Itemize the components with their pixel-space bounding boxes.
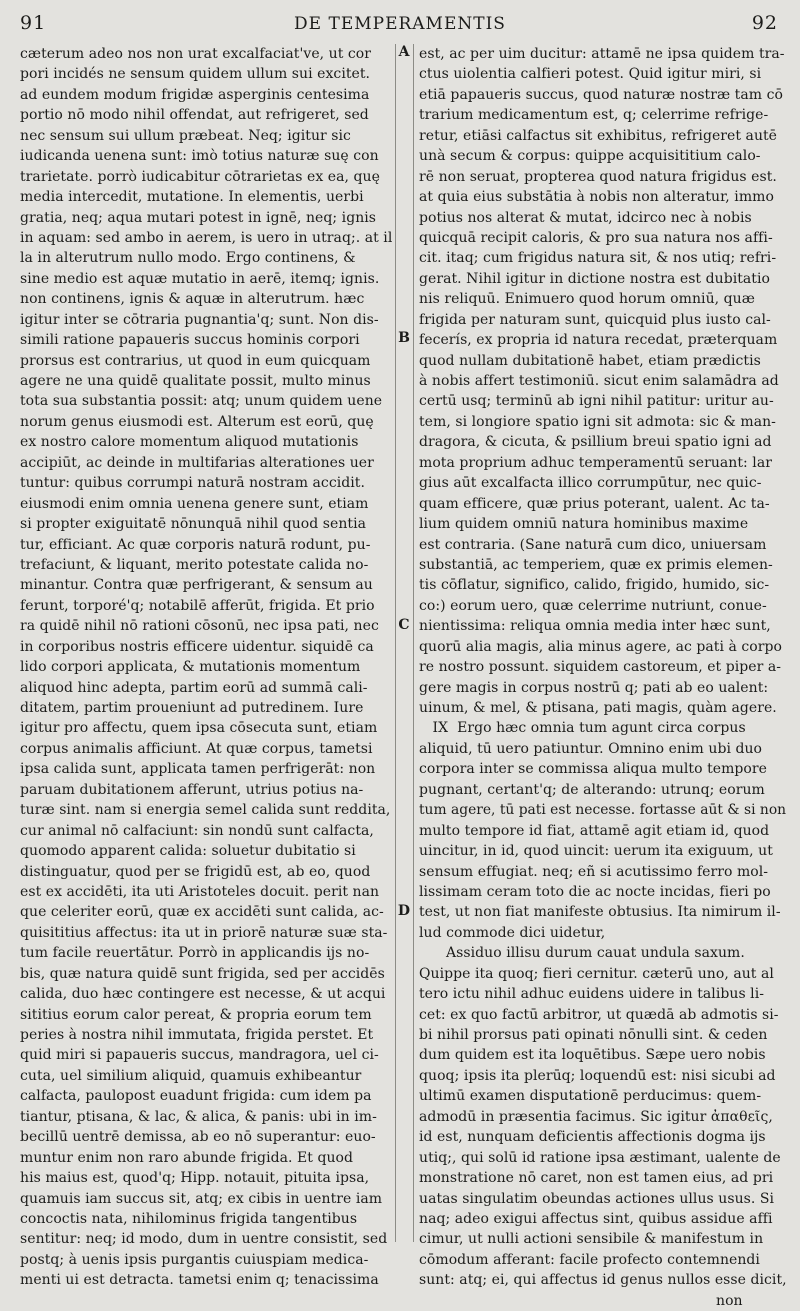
text-line: cur animal nō calfaciunt: sin nondū sunt calfacta,: [20, 822, 374, 839]
left-text-column: [20, 44, 392, 1289]
text-line: test, ut non fiat manifeste obtusius. Ita nimirum il-: [419, 904, 781, 921]
text-line: tero ictu nihil adhuc euidens uidere in talibus li-: [419, 986, 765, 1003]
text-line: peries à nostra nihil immutata, frigida perstet. Et: [20, 1027, 374, 1043]
text-line: lido corpori applicata, & mutationis momentum: [20, 659, 361, 676]
margin-letter-a: A: [398, 44, 410, 60]
text-line: igitur pro affectu, quem ipsa cōsecuta sunt, etiam: [20, 720, 378, 737]
text-line: trarietate. porrò iudicabitur cōtrarietas ex ea, quę: [20, 168, 380, 185]
text-line: quid miri si papaueris succus, mandragora, uel ci-: [20, 1047, 379, 1064]
text-line: tuntur: quibus corrumpi naturā nostram accidit.: [20, 475, 365, 492]
page-number-left: 91: [20, 12, 47, 34]
text-line: menti ui est detracta. tametsi enim q; tenacissima: [20, 1272, 379, 1289]
text-line: naq; adeo exigui affectus sint, quibus assidue affi: [419, 1210, 773, 1227]
text-line: est, ac per uim ducitur: attamē ne ipsa quidem tra-: [419, 46, 785, 62]
text-line: quoq; ipsis ita plerūq; loquendū est: nisi sicubi ad: [419, 1067, 776, 1084]
text-line: concoctis nata, nihilominus frigida tangentibus: [20, 1210, 358, 1227]
text-line: cit. itaq; cum frigidus natura sit, & nos utiq; refri-: [419, 250, 777, 267]
text-line: est ex accidēti, ita uti Aristoteles docuit. perit nan: [20, 883, 380, 900]
text-line: potius nos alterat & mutat, idcirco nec à nobis: [419, 209, 752, 226]
text-line: IX Ergo hæc omnia tum agunt circa corpus: [419, 720, 746, 737]
text-line: eiusmodi enim omnia uenena genere sunt, etiam: [20, 495, 369, 512]
text-line: quam efficere, quæ prius poterant, ualent. Ac ta-: [419, 495, 770, 512]
text-line: prorsus est contrarius, ut quod in eum quicquam: [20, 352, 371, 369]
text-line: uincitur, in id, quod uincit: uerum ita exiguum, ut: [419, 843, 773, 860]
text-line: est contraria. (Sane naturā cum dico, uniuersam: [419, 536, 767, 553]
text-line: substantiā, ac temperiem, quæ ex primis elemen-: [419, 556, 773, 573]
text-line: in corporibus nostris efficere uidentur. siquidē ca: [20, 638, 374, 655]
text-line: gere magis in corpus nostrū q; pati ab eo ualent:: [419, 679, 769, 696]
text-line: gratia, neq; aqua mutari potest in ignē, neq; ignis: [20, 209, 377, 226]
text-line: sunt: atq; ei, qui affectus id genus nullos esse dicit,: [419, 1272, 787, 1289]
text-line: non continens, ignis & aquæ in alterutrum. hæc: [20, 291, 365, 308]
text-line: la in alterutrum nullo modo. Ergo continens, &: [20, 250, 356, 267]
text-line: tis cōflatur, significo, calido, frigido, humido, sic-: [419, 577, 770, 594]
text-line: trefaciunt, & liquant, merito potestate calida no-: [20, 556, 369, 573]
text-line: nec sensum sui ullum præbeat. Neq; igitur sic: [20, 127, 351, 144]
text-line: accipiūt, ac deinde in multifarias alterationes uer: [20, 454, 374, 471]
text-line: paruam dubitationem afferunt, utrius potius na-: [20, 781, 364, 798]
text-line: postq; à uenis ipsis purgantis cuiuspiam medica-: [20, 1251, 369, 1268]
text-line: lud commode dici uidetur,: [419, 924, 606, 941]
text-line: certū usq; terminū ab igni nihil patitur: uritur au-: [419, 393, 774, 410]
margin-letter-d: D: [397, 903, 411, 919]
column-rule-right: [413, 44, 414, 1242]
text-line: quamuis iam succus sit, atq; ex cibis in uentre iam: [20, 1190, 383, 1207]
text-line: ex nostro calore momentum aliquod mutationis: [20, 434, 359, 451]
text-line: cōmodum afferant: facile profecto contemnendi: [419, 1251, 760, 1268]
text-line: portio nō modo nihil offendat, aut refrigeret, sed: [20, 107, 369, 124]
text-line: lium quidem omniū natura hominibus maxime: [419, 516, 749, 533]
text-line: Quippe ita quoq; fieri cernitur. cæterū uno, aut al: [419, 965, 774, 982]
text-line: sensum effugiat. neq; eñ si acutissimo ferro mol-: [419, 863, 769, 880]
text-line: dum quidem est ita loquētibus. Sæpe uero nobis: [419, 1047, 766, 1064]
text-line: ultimū examen disputationē perducimus: quem-: [419, 1088, 762, 1105]
right-text-column: [419, 44, 787, 1309]
text-line: lissimam ceram toto die ac nocte incidas, fieri po: [419, 883, 771, 900]
running-title: DE TEMPERAMENTIS: [294, 14, 506, 34]
text-line: at quia eius substātia à nobis non alteratur, immo: [419, 189, 774, 206]
page-number-right: 92: [751, 12, 778, 34]
text-line: re nostro possunt. siquidem castoreum, et piper a-: [419, 659, 782, 676]
text-line: norum genus eiusmodi est. Alterum est eorū, quę: [20, 413, 374, 430]
text-line: Assiduo illisu durum cauat undula saxum.: [419, 945, 745, 962]
text-line: bi nihil prorsus pati opinati nōnulli sint. & ceden: [419, 1027, 768, 1043]
text-line: bis, quæ natura quidē sunt frigida, sed per accidēs: [20, 965, 385, 982]
text-line: sititius eorum calor pereat, & propria eorum tem: [20, 1006, 372, 1023]
text-line: rē non seruat, propterea quod natura frigidus est.: [419, 168, 777, 185]
text-line: dragora, & cicuta, & psillium breui spatio igni ad: [419, 434, 772, 451]
text-line: admodū in præsentia facimus. Sic igitur ἀπαθεῖς,: [419, 1108, 773, 1125]
text-line: multo tempore id fiat, attamē agit etiam id, quod: [419, 822, 770, 839]
text-line: monstratione nō caret, non est tamen eius, ad pri: [419, 1170, 774, 1187]
text-line: minantur. Contra quæ perfrigerant, & sensum au: [20, 577, 373, 594]
text-line: quorū alia magis, alia minus agere, ac pati à corpo: [419, 638, 783, 655]
text-line: tota sua substantia possit: atq; unum quidem uene: [20, 393, 383, 410]
text-line: frigida per naturam sunt, quicquid plus iusto cal-: [419, 311, 771, 328]
text-line: retur, etiāsi calfactus sit exhibitus, refrigeret autē: [419, 127, 778, 144]
text-line: ipsa calida sunt, applicata tamen perfrigerāt: non: [20, 761, 376, 778]
text-line: tiantur, ptisana, & lac, & alica, & panis: ubi in im-: [20, 1108, 377, 1125]
page-header: [0, 4, 800, 38]
text-line: calida, duo hæc contingere est necesse, & ut acqui: [20, 986, 386, 1003]
text-line: becillū uentrē demissa, ab eo nō superantur: euo-: [20, 1129, 376, 1146]
text-line: si propter exiguitatē nōnunquā nihil quod sentia: [20, 516, 367, 533]
text-line: aliquid, tū uero patiuntur. Omnino enim ubi duo: [419, 740, 763, 757]
text-line: tur, efficiant. Ac quæ corporis naturā rodunt, pu-: [20, 536, 371, 553]
text-line: quomodo apparent calida: soluetur dubitatio si: [20, 843, 356, 860]
margin-letter-b: B: [398, 330, 410, 346]
text-line: sine medio est aquæ mutatio in aerē, itemq; ignis.: [20, 270, 380, 287]
text-line: quicquā recipit caloris, & pro sua natura nos affi-: [419, 229, 773, 246]
text-line: simili ratione papaueris succus hominis corpori: [20, 332, 360, 349]
text-line: gerat. Nihil igitur in dictione nostra est dubitatio: [419, 270, 770, 287]
text-line: nientissima: reliqua omnia media inter hæc sunt,: [419, 618, 771, 635]
text-line: gius aūt excalfacta illico corrumpūtur, nec quic-: [419, 475, 762, 492]
text-line: distinguatur, quod per se frigidū est, ab eo, quod: [20, 863, 371, 880]
text-line: uinum, & mel, & ptisana, pati magis, quàm agere.: [419, 700, 777, 716]
text-line: quod nullam dubitationē habet, etiam prædictis: [419, 352, 761, 369]
text-line: tum facile reuertātur. Porrò in applicandis ijs no-: [20, 945, 370, 962]
text-line: cimur, ut nulli actioni sensibile & manifestum in: [419, 1231, 764, 1248]
text-line: utiq;, qui solū id ratione ipsa æstimant, ualente de: [419, 1149, 781, 1166]
text-line: cet: ex quo factū arbitror, ut quædā ab admotis si-: [419, 1006, 779, 1023]
text-line: cæterum adeo nos non urat excalfaciat've, ut cor: [20, 46, 372, 62]
text-line: calfacta, paulopost euadunt frigida: cum idem pa: [20, 1088, 372, 1105]
margin-letter-c: C: [398, 617, 410, 633]
text-line: iudicanda uenena sunt: imò totius naturæ suę con: [20, 148, 379, 165]
text-line: muntur enim non raro abunde frigida. Et quod: [20, 1149, 354, 1166]
text-line: trarium medicamentum est, q; celerrime refrige-: [419, 107, 769, 124]
text-line: media intercedit, mutatione. In elementis, uerbi: [20, 189, 364, 206]
text-line: à nobis affert testimoniū. sicut enim salamādra ad: [419, 373, 779, 389]
text-line: tem, si longiore spatio igni sit admota: sic & man-: [419, 413, 776, 430]
text-line: tum agere, tū pati est necesse. fortasse aūt & si non: [419, 802, 787, 819]
text-line: id est, nunquam deficientis affectionis dogma ijs: [419, 1129, 766, 1146]
text-line: igitur inter se cōtraria pugnantia'q; sunt. Non dis-: [20, 311, 379, 328]
text-line: fecerís, ex propria id natura recedat, præterquam: [419, 332, 778, 349]
text-line: non: [419, 1292, 743, 1309]
text-line: quisititius affectus: ita ut in priorē naturæ suæ sta-: [20, 924, 388, 941]
text-line: mota proprium adhuc temperamentū seruant: lar: [419, 454, 772, 471]
text-line: corpus animalis afficiunt. At quæ corpus, tametsi: [20, 740, 373, 757]
text-line: ra quidē nihil nō rationi cōsonū, nec ipsa pati, nec: [20, 618, 379, 635]
text-line: pori incidés ne sensum quidem ullum sui excitet.: [20, 66, 371, 83]
column-rule-left: [395, 44, 396, 1242]
text-line: sentitur: neq; id modo, dum in uentre consistit, sed: [20, 1231, 388, 1248]
text-line: pugnant, certant'q; de alterando: utrunq; eorum: [419, 781, 765, 798]
text-line: que celeriter eorū, quæ ex accidēti sunt calida, ac-: [20, 904, 384, 921]
text-line: nis reliquū. Enimuero quod horum omniū, quæ: [419, 291, 755, 308]
text-line: his maius est, quod'q; Hipp. notauit, pituita ipsa,: [20, 1170, 370, 1187]
text-line: etiā papaueris succus, quod naturæ nostræ tam cō: [419, 86, 783, 103]
text-line: ditatem, partim proueniunt ad putredinem. Iure: [20, 700, 364, 716]
text-line: uatas singulatim obeundas actiones ullus usus. Si: [419, 1190, 775, 1207]
text-line: ferunt, torporé'q; notabilē afferūt, frigida. Et prio: [20, 597, 375, 614]
text-line: turæ sint. nam si energia semel calida sunt reddita,: [20, 802, 391, 819]
text-line: unà secum & corpus: quippe acquisititium calo-: [419, 148, 761, 165]
text-line: ctus uiolentia calfieri potest. Quid igitur miri, si: [419, 66, 762, 83]
text-line: corpora inter se commissa aliqua multo tempore: [419, 761, 767, 778]
text-line: ad eundem modum frigidæ asperginis centesima: [20, 86, 370, 103]
text-line: aliquod hinc adepta, partim eorū ad summā cali-: [20, 679, 368, 696]
text-line: cuta, uel similium aliquid, quamuis exhibeantur: [20, 1067, 362, 1084]
text-line: in aquam: sed ambo in aerem, is uero in utraq;. at il: [20, 229, 392, 246]
text-line: agere ne una quidē qualitate possit, multo minus: [20, 373, 371, 389]
text-line: co:) eorum uero, quæ celerrime nutriunt, conue-: [419, 597, 767, 614]
